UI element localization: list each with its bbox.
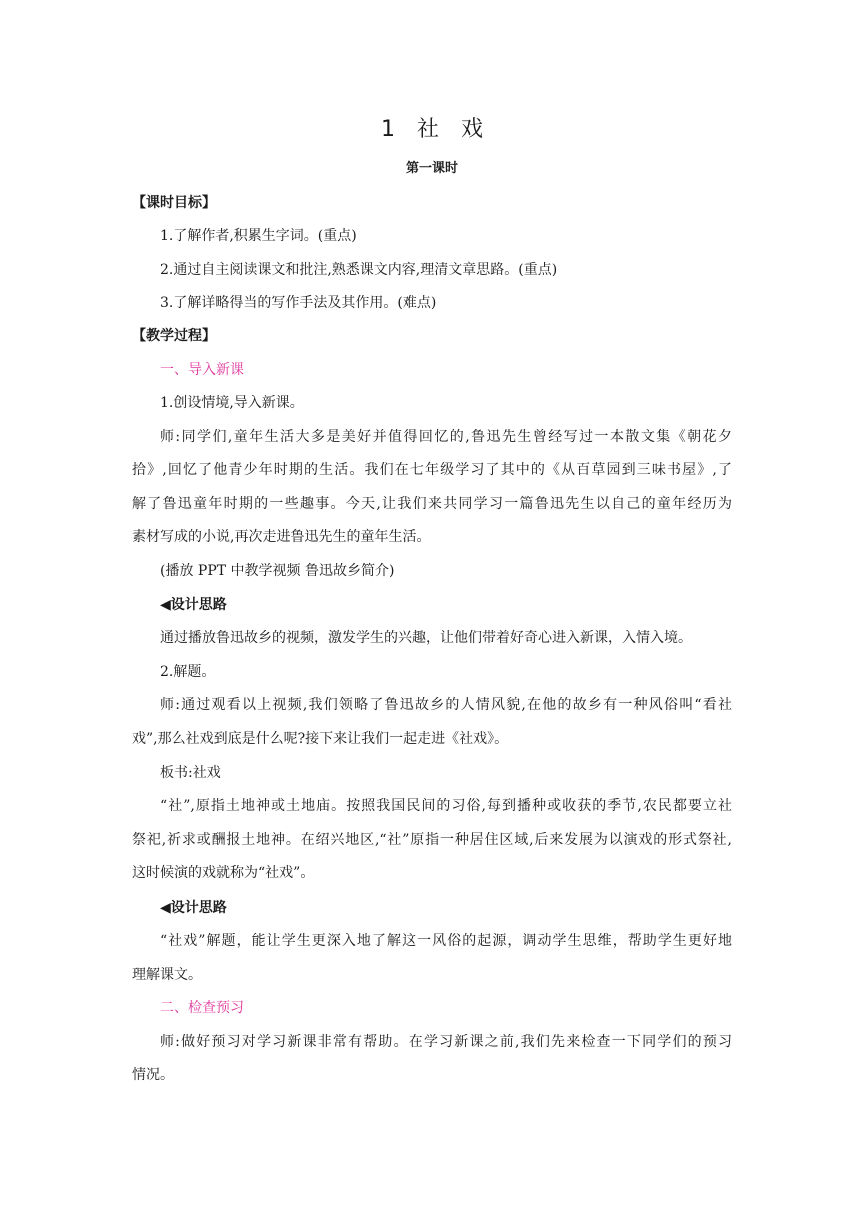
paragraph-line: “社”,原指土地神或土地庙。按照我国民间的习俗,每到播种或收获的季节,农民都要立社 — [160, 798, 732, 814]
step-2: 2.解题。 — [160, 664, 216, 680]
paragraph-line: 解了鲁迅童年时期的一些趣事。今天,让我们来共同学习一篇鲁迅先生以自己的童年经历为 — [132, 496, 732, 512]
design-idea-label: ◀设计思路 — [160, 597, 227, 613]
paragraph-line: 拾》,回忆了他青少年时期的生活。我们在七年级学习了其中的《从百草园到三味书屋》,了 — [132, 462, 732, 478]
blackboard-note: 板书:社戏 — [160, 765, 221, 781]
paragraph-line: 情况。 — [132, 1067, 174, 1083]
objective-3: 3.了解详略得当的写作手法及其作用。(难点) — [160, 295, 437, 311]
paragraph-line: 祭祀,祈求或酬报土地神。在绍兴地区,“社”原指一种居住区域,后来发展为以演戏的形式祭社, — [132, 832, 732, 848]
heading-objectives: 【课时目标】 — [132, 195, 216, 211]
paragraph-line: 素材写成的小说,再次走进鲁迅先生的童年生活。 — [132, 529, 431, 545]
design-idea-text: 通过播放鲁迅故乡的视频，激发学生的兴趣，让他们带着好奇心进入新课，入情入境。 — [160, 630, 692, 646]
section-heading-preview: 二、检查预习 — [160, 1000, 244, 1016]
objective-1: 1.了解作者,积累生字词。(重点) — [160, 228, 357, 244]
paragraph-line: “社戏”解题，能让学生更深入地了解这一风俗的起源，调动学生思维，帮助学生更好地 — [160, 933, 732, 949]
paragraph-line: 师:同学们,童年生活大多是美好并值得回忆的,鲁迅先生曾经写过一本散文集《朝花夕 — [160, 429, 732, 445]
paragraph-line: 师:通过观看以上视频,我们领略了鲁迅故乡的人情风貌,在他的故乡有一种风俗叫“看社 — [160, 697, 732, 713]
heading-process: 【教学过程】 — [132, 328, 216, 344]
lesson-subtitle: 第一课时 — [405, 161, 458, 176]
step-1: 1.创设情境,导入新课。 — [160, 395, 304, 411]
section-heading-intro: 一、导入新课 — [160, 362, 244, 378]
paragraph-line: 理解课文。 — [132, 967, 202, 983]
paragraph-line: 戏”,那么社戏到底是什么呢?接下来让我们一起走进《社戏》。 — [132, 731, 509, 747]
paragraph-line: 师:做好预习对学习新课非常有帮助。在学习新课之前,我们先来检查一下同学们的预习 — [160, 1034, 732, 1050]
video-note: (播放 PPT 中教学视频 鲁迅故乡简介) — [160, 563, 395, 579]
lesson-title: 1 社 戏 — [381, 117, 483, 142]
design-idea-label: ◀设计思路 — [160, 900, 227, 916]
paragraph-line: 这时候演的戏就称为“社戏”。 — [132, 865, 315, 881]
objective-2: 2.通过自主阅读课文和批注,熟悉课文内容,理清文章思路。(重点) — [160, 262, 558, 278]
